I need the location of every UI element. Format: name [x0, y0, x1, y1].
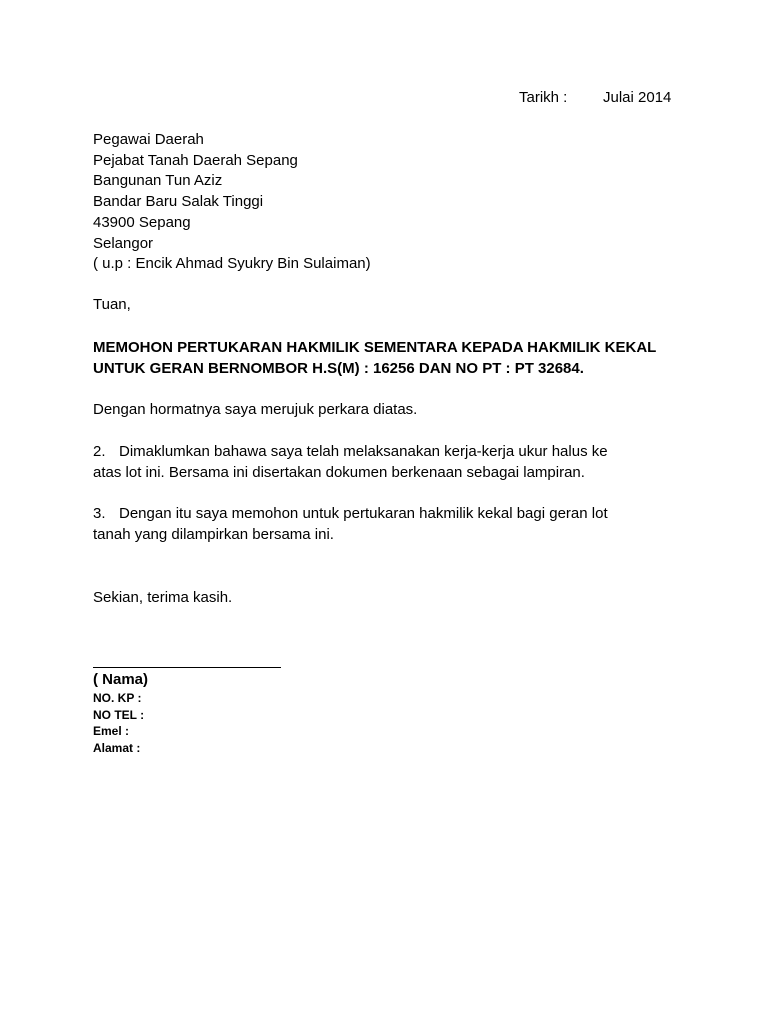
- recipient-line: Bandar Baru Salak Tinggi: [93, 193, 264, 211]
- paragraph-3: [93, 504, 608, 545]
- subject-line-2: UNTUK GERAN BERNOMBOR H.S(M) : 16256 DAN NO PT : PT 32684.: [93, 359, 584, 377]
- signature-tel: NO TEL :: [93, 707, 145, 722]
- signature-block: [93, 670, 148, 756]
- salutation: Tuan,: [93, 296, 131, 313]
- recipient-line: Pejabat Tanah Daerah Sepang: [93, 151, 298, 169]
- closing-text: Sekian, terima kasih.: [93, 589, 233, 606]
- recipient-line: Bangunan Tun Aziz: [93, 172, 223, 190]
- paragraph-2-number: 2.: [93, 443, 106, 460]
- paragraph-2-line-2: atas lot ini. Bersama ini disertakan dokumen berkenaan sebagai lampiran.: [93, 463, 585, 481]
- paragraph-1: [93, 400, 417, 421]
- paragraph-2-line-1: Dimaklumkan bahawa saya telah melaksanakan kerja-kerja ukur halus ke: [119, 443, 608, 460]
- recipient-address: [93, 130, 371, 275]
- paragraph-2: [93, 442, 608, 483]
- date-line: [519, 89, 671, 106]
- signature-email: Emel :: [93, 724, 130, 738]
- signature-line: [93, 653, 281, 668]
- closing-remark: [93, 588, 232, 609]
- paragraph-3-number: 3.: [93, 505, 106, 522]
- paragraph-1-text: Dengan hormatnya saya merujuk perkara diatas.: [93, 401, 418, 418]
- paragraph-3-line-1: Dengan itu saya memohon untuk pertukaran hakmilik kekal bagi geran lot: [119, 505, 608, 522]
- subject-heading: [93, 338, 693, 379]
- date-value: Julai 2014: [603, 89, 672, 106]
- signature-address: Alamat :: [93, 740, 141, 755]
- signature-name: ( Nama): [93, 671, 149, 688]
- recipient-line: Pegawai Daerah: [93, 131, 204, 148]
- recipient-line: Selangor: [93, 234, 154, 252]
- recipient-attention: ( u.p : Encik Ahmad Syukry Bin Sulaiman): [93, 255, 371, 273]
- subject-line-1: MEMOHON PERTUKARAN HAKMILIK SEMENTARA KEPADA HAKMILIK KEKAL: [93, 339, 657, 356]
- recipient-line: 43900 Sepang: [93, 213, 191, 231]
- signature-kp: NO. KP :: [93, 691, 142, 705]
- date-label: Tarikh :: [519, 89, 568, 106]
- paragraph-3-line-2: tanah yang dilampirkan bersama ini.: [93, 525, 334, 543]
